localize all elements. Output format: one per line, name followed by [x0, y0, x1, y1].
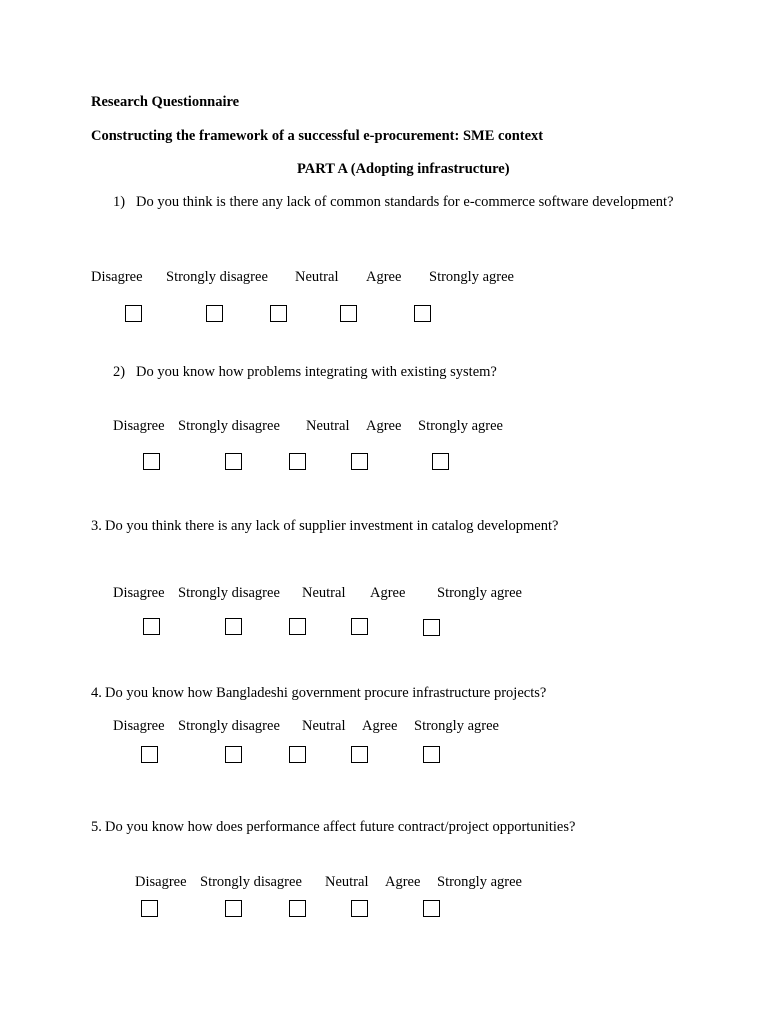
checkbox-strongly-disagree[interactable]: [225, 900, 242, 917]
checkbox-strongly-disagree[interactable]: [225, 453, 242, 470]
question-number: 2): [113, 364, 126, 380]
question-text: Do you know how Bangladeshi government procure infrastructure projects?: [105, 685, 547, 701]
option-label-agree: Agree: [385, 874, 421, 890]
checkbox-agree[interactable]: [351, 453, 368, 470]
question-number: 1): [113, 194, 126, 210]
option-label-neutral: Neutral: [295, 269, 339, 285]
checkbox-neutral[interactable]: [270, 305, 287, 322]
checkbox-disagree[interactable]: [141, 746, 158, 763]
checkbox-strongly-disagree[interactable]: [225, 618, 242, 635]
option-label-strongly-disagree: Strongly disagree: [166, 269, 268, 285]
checkbox-strongly-agree[interactable]: [423, 619, 440, 636]
option-label-strongly-disagree: Strongly disagree: [178, 418, 280, 434]
option-label-disagree: Disagree: [113, 418, 165, 434]
question-text: Do you know how problems integrating with existing system?: [136, 364, 497, 380]
option-label-strongly-agree: Strongly agree: [437, 585, 522, 601]
option-label-disagree: Disagree: [135, 874, 187, 890]
checkbox-strongly-agree[interactable]: [414, 305, 431, 322]
checkbox-agree[interactable]: [340, 305, 357, 322]
question-text: Do you think there is any lack of supplier investment in catalog development?: [105, 518, 559, 534]
part-heading: PART A (Adopting infrastructure): [297, 161, 510, 177]
checkbox-strongly-agree[interactable]: [432, 453, 449, 470]
question-text: Do you think is there any lack of common standards for e-commerce software development?: [136, 194, 674, 210]
checkbox-agree[interactable]: [351, 618, 368, 635]
option-label-disagree: Disagree: [91, 269, 143, 285]
checkbox-strongly-agree[interactable]: [423, 900, 440, 917]
option-label-neutral: Neutral: [302, 585, 346, 601]
option-label-agree: Agree: [366, 269, 402, 285]
option-label-neutral: Neutral: [306, 418, 350, 434]
checkbox-disagree[interactable]: [143, 453, 160, 470]
option-label-disagree: Disagree: [113, 585, 165, 601]
checkbox-neutral[interactable]: [289, 453, 306, 470]
option-label-agree: Agree: [366, 418, 402, 434]
option-label-strongly-agree: Strongly agree: [429, 269, 514, 285]
checkbox-agree[interactable]: [351, 900, 368, 917]
checkbox-disagree[interactable]: [143, 618, 160, 635]
checkbox-agree[interactable]: [351, 746, 368, 763]
option-label-strongly-agree: Strongly agree: [437, 874, 522, 890]
question-text: Do you know how does performance affect future contract/project opportunities?: [105, 819, 576, 835]
document-subtitle: Constructing the framework of a successful e-procurement: SME context: [91, 128, 544, 144]
checkbox-strongly-disagree[interactable]: [206, 305, 223, 322]
option-label-agree: Agree: [362, 718, 398, 734]
option-label-strongly-agree: Strongly agree: [414, 718, 499, 734]
checkbox-neutral[interactable]: [289, 618, 306, 635]
checkbox-strongly-agree[interactable]: [423, 746, 440, 763]
option-label-neutral: Neutral: [302, 718, 346, 734]
option-label-strongly-disagree: Strongly disagree: [200, 874, 302, 890]
option-label-neutral: Neutral: [325, 874, 369, 890]
checkbox-strongly-disagree[interactable]: [225, 746, 242, 763]
option-label-strongly-agree: Strongly agree: [418, 418, 503, 434]
question-number: 5.: [91, 819, 102, 835]
option-label-agree: Agree: [370, 585, 406, 601]
option-label-strongly-disagree: Strongly disagree: [178, 718, 280, 734]
option-label-strongly-disagree: Strongly disagree: [178, 585, 280, 601]
checkbox-neutral[interactable]: [289, 900, 306, 917]
option-label-disagree: Disagree: [113, 718, 165, 734]
document-title: Research Questionnaire: [91, 94, 240, 110]
checkbox-disagree[interactable]: [125, 305, 142, 322]
checkbox-disagree[interactable]: [141, 900, 158, 917]
checkbox-neutral[interactable]: [289, 746, 306, 763]
question-number: 3.: [91, 518, 102, 534]
question-number: 4.: [91, 685, 102, 701]
